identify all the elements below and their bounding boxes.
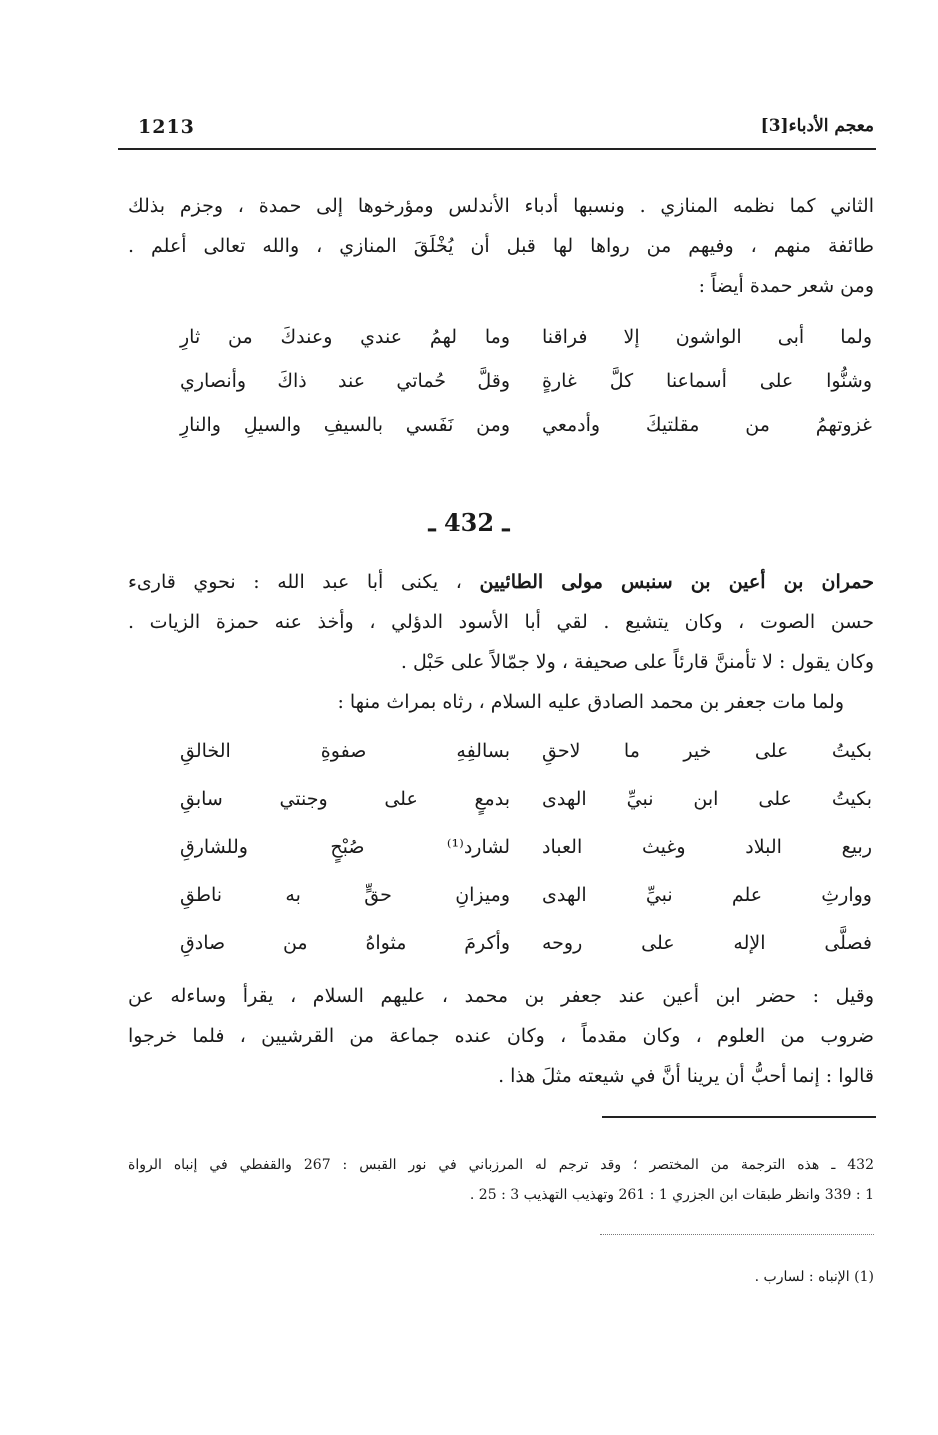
hemistich-left: وأكرمَ مثواهُ من صادقِ <box>180 932 510 954</box>
verse <box>150 414 872 458</box>
source-footnote <box>128 1150 874 1210</box>
entry-paragraph <box>128 562 874 722</box>
footnote-1-text: (1) الإنباه : لسارب . <box>754 1269 874 1285</box>
hemistich-right: فصلَّى الإله على روحه <box>542 932 872 954</box>
closing-line-1: وقيل : حضر ابن أعين عند جعفر بن محمد ، عليهم السلام ، يقرأ وساءله عن <box>128 985 874 1007</box>
entry-line-2: حسن الصوت ، وكان يتشيع . لقي أبا الأسود الدؤلي ، وأخذ عنه حمزة الزيات . <box>128 611 874 633</box>
intro-line-1: الثاني كما نظمه المنازي . ونسبها أدباء الأندلس ومؤرخوها إلى حمدة ، وجزم بذلك <box>128 195 874 217</box>
header-rule <box>118 148 876 150</box>
footnote-1 <box>128 1262 874 1292</box>
poem-elegy <box>150 740 872 980</box>
hemistich-left: بسالفِهِ صفوةِ الخالقِ <box>180 740 510 762</box>
closing-line-2: ضروب من العلوم ، وكان مقدماً ، وكان عنده جماعة من القرشيين ، فلما خرجوا <box>128 1025 874 1047</box>
entry-number: ـ 432 ـ <box>428 508 510 537</box>
hemistich-left: وما لهمُ عندي وعندكَ من ثارِ <box>180 326 510 348</box>
hemistich-left: وميزانِ حقٍّ به ناطقِ <box>180 884 510 906</box>
hemistich-left: بدمعٍ على وجنتي سابقِ <box>180 788 510 810</box>
verse <box>150 788 872 836</box>
hemistich-left: ومن نَفَسي بالسيفِ والسيلِ والنارِ <box>180 414 510 436</box>
page-number: 1213 <box>138 116 195 138</box>
footnote-rule <box>602 1116 876 1118</box>
hemistich-right: غزوتهمُ من مقلتيكَ وأدمعي <box>542 414 872 436</box>
verse <box>150 740 872 788</box>
closing-paragraph <box>128 976 874 1096</box>
verse <box>150 932 872 980</box>
entry-line-1-rest: ، يكنى أبا عبد الله : نحوي قارىء <box>128 571 462 593</box>
hemistich-left: لشارد⁽¹⁾ صُبْحٍ وللشارقِ <box>180 836 510 858</box>
hemistich-right: ولما أبى الواشون إلا فراقنا <box>542 326 872 348</box>
source-footnote-line-2: 1 : 339 وانظر طبقات ابن الجزري 1 : 261 وتهذيب التهذيب 3 : 25 . <box>469 1187 874 1203</box>
closing-line-3: قالوا : إنما أحبُّ أن يرينا أنَّ في شيعته مثلَ هذا . <box>498 1065 874 1087</box>
running-head-title: معجم الأدباء[3] <box>760 116 874 136</box>
entry-line-3: وكان يقول : لا تأمننَّ قارئاً على صحيفة ، ولا جمّالاً على حَبْل . <box>400 651 874 673</box>
poem-hamda <box>150 326 872 458</box>
verse <box>150 884 872 932</box>
dotted-separator <box>600 1234 874 1235</box>
entry-line-4: ولما مات جعفر بن محمد الصادق عليه السلام ، رثاه بمراث منها : <box>337 691 844 713</box>
verse <box>150 370 872 414</box>
hemistich-right: ربيع البلاد وغيث العباد <box>542 836 872 858</box>
hemistich-right: ووارثِ علم نبيِّ الهدى <box>542 884 872 906</box>
hemistich-right: وشنُّوا على أسماعنا كلَّ غارةٍ <box>542 370 872 392</box>
verse <box>150 326 872 370</box>
entry-line-1 <box>128 562 874 602</box>
hemistich-right: بكيتُ على ابن نبيِّ الهدى <box>542 788 872 810</box>
intro-line-3: ومن شعر حمدة أيضاً : <box>698 275 874 297</box>
intro-paragraph <box>128 186 874 306</box>
entry-name: حمران بن أعين بن سنبس مولى الطائيين <box>479 571 874 593</box>
source-footnote-line-1: 432 ـ هذه الترجمة من المختصر ؛ وقد ترجم له المرزباني في نور القبس : 267 والقفطي في إنباه الرواة <box>128 1157 874 1173</box>
verse <box>150 836 872 884</box>
intro-line-2: طائفة منهم ، وفيهم من رواها لها قبل أن يُخْلَقَ المنازي ، والله تعالى أعلم . <box>128 235 874 257</box>
hemistich-left: وقلَّ حُماتي عند ذاكَ وأنصاري <box>180 370 510 392</box>
hemistich-right: بكيتُ على خير ما لاحقِ <box>542 740 872 762</box>
